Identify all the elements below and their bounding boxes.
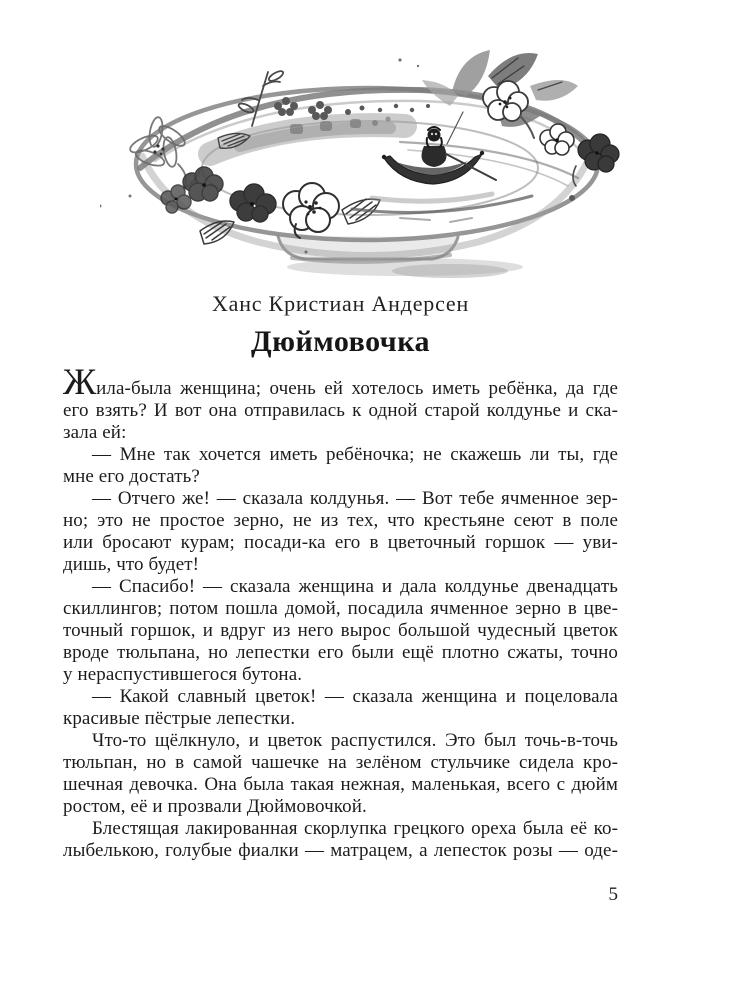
text-line: или бросают курам; посади-ка его в цветочный горшок — уви-	[63, 532, 618, 553]
text-line: шечная девочка. Она была такая нежная, маленькая, всего с дюйм	[63, 774, 618, 795]
text-line: скиллингов; потом пошла домой, посадила ячменное зерно в цве-	[63, 598, 618, 619]
text-line: — Мне так хочется иметь ребёночка; не скажешь ли ты, где	[92, 444, 618, 465]
text-line: лыбелькою, голубые фиалки — матрацем, а лепесток розы — оде-	[63, 840, 618, 861]
story-illustration	[100, 46, 635, 281]
text-line: точный горшок, и вдруг из него вырос большой чудесный цветок	[63, 620, 618, 641]
text-line: — Какой славный цветок! — сказала женщина и поцеловала	[92, 686, 618, 707]
text-line: — Отчего же! — сказала колдунья. — Вот тебе ячменное зер-	[92, 488, 618, 509]
text-line: Блестящая лакированная скорлупка грецкого ореха была её ко-	[92, 818, 618, 839]
text-line: Что-то щёлкнуло, и цветок распустился. Это был точь-в-точь	[92, 730, 618, 751]
text-line: — Спасибо! — сказала женщина и дала колдунье двенадцать	[92, 576, 618, 597]
text-line: вроде тюльпана, но лепестки его были ещё плотно сжаты, точно	[63, 642, 618, 663]
drop-cap: Ж	[63, 362, 97, 403]
bowl-illustration-svg	[100, 46, 635, 281]
author-name: Ханс Кристиан Андерсен	[211, 291, 470, 316]
text-line: тюльпан, но в самой чашечке на зелёном стульчике сидела кро-	[63, 752, 618, 773]
text-line: красивые пёстрые лепестки.	[63, 708, 296, 729]
text-line: мне его достать?	[63, 466, 200, 487]
text-line-content: ила-была женщина; очень ей хотелось иметь ребёнка, да где	[96, 378, 618, 399]
text-line: его взять? И вот она отправилась к одной старой колдунье и ска-	[63, 400, 618, 421]
page-number: 5	[608, 884, 618, 905]
text-line: но; это не простое зерно, не из тех, что крестьяне сеют в поле	[63, 510, 618, 531]
text-line: у нераспустившегося бутона.	[63, 664, 303, 685]
text-line: зала ей:	[63, 422, 127, 443]
text-line: дишь, что будет!	[63, 554, 200, 575]
text-line: ростом, её и прозвали Дюймовочкой.	[63, 796, 367, 817]
story-text	[63, 362, 618, 862]
text-line	[63, 362, 618, 403]
story-title: Дюймовочка	[250, 325, 431, 358]
